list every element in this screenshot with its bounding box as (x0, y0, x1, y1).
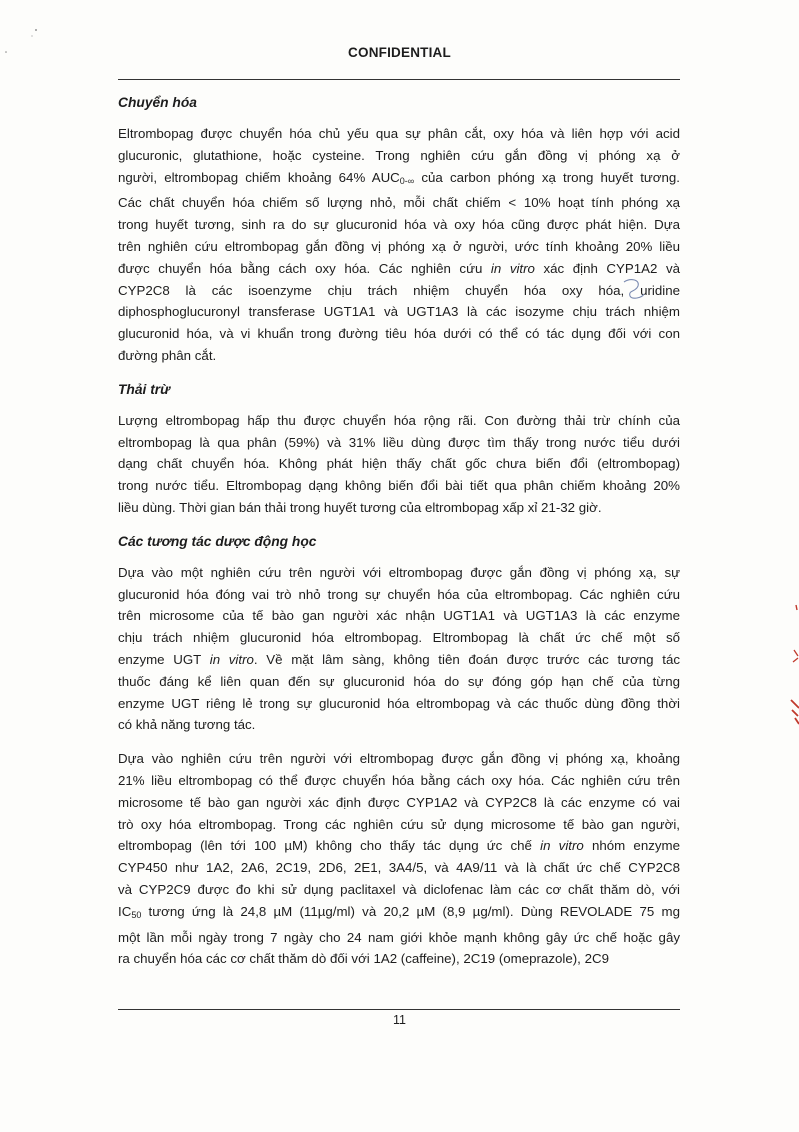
section-heading: Các tương tác dược động học (118, 533, 317, 549)
text-line: Các chất chuyển hóa chiếm số lượng nhỏ, mỗi chất chiếm < 10% hoạt tính phóng xạ (118, 195, 680, 211)
text-line: $IC_{50}$ tương ứng là 24,8 µM (11µg/ml) và 20,2 µM (8,9 µg/ml). Dùng REVOLADE 75 mg (118, 903, 680, 920)
handwritten-mark (620, 276, 648, 302)
text-line: diphosphoglucuronyl transferase UGT1A1 và UGT1A3 là các isozyme chịu trách nhiệm (118, 304, 680, 320)
text-line: CYP450 như 1A2, 2A6, 2C19, 2D6, 2E1, 3A4/5, và 4A9/11 và là chất ức chế CYP2C8 (118, 860, 680, 876)
paragraph (118, 748, 680, 970)
text-line: trên nghiên cứu eltrombopag gắn đồng vị phóng xạ ở người, ước tính khoảng 20% liều (118, 238, 680, 254)
text-line: ra chuyển hóa các cơ chất thăm dò đối với 1A2 (caffeine), 2C19 (omeprazole), 2C9 (118, 951, 609, 967)
text-line: microsome tế bào gan người xác định được CYP1A2 và CYP2C8 là các enzyme có vai (118, 794, 680, 810)
text-line: 21% liều eltrombopag có thể được chuyển hóa bằng cách oxy hóa. Các nghiên cứu trên (118, 772, 680, 788)
section-heading: Chuyển hóa (118, 95, 197, 110)
text-line: enzyme UGT riêng lẻ trong sự glucuronid hóa eltrombopag và các thuốc dùng đồng thời (118, 695, 680, 711)
text-line: đường phân cắt. (118, 347, 217, 363)
text-line: glucuronid hóa, và vi khuẩn trong đường tiêu hóa dưới có thể có tác dụng đối với con (118, 326, 680, 342)
text-line: được chuyển hóa bằng cách oxy hóa. Các nghiên cứu in vitro xác định CYP1A2 và (118, 260, 680, 276)
text-line: chịu trách nhiệm glucuronid hóa eltrombopag. Eltrombopag là chất ức chế một số (118, 630, 680, 646)
text-line: thuốc đáng kể liên quan đến sự glucuronid hóa do sự đóng góp hạn chế của từng (118, 673, 680, 689)
text-line: một lần mỗi ngày trong 7 ngày cho 24 nam giới khỏe mạnh không gây ức chế hoặc gây (118, 929, 680, 945)
text-line: trò oxy hóa eltrombopag. Trong các nghiên cứu sử dụng microsome tế bào gan người, (118, 816, 680, 832)
header-rule (118, 79, 680, 80)
paragraph (118, 123, 680, 367)
text-line: trong huyết tương, sinh ra do sự glucuronid hóa và oxy hóa cũng được phát hiện. Dựa (118, 217, 680, 233)
text-line: và CYP2C9 được đo khi sử dụng paclitaxel và diclofenac làm các cơ chất thăm dò, với (118, 881, 680, 897)
red-stamp-edge (782, 600, 799, 740)
text-line: Eltrombopag được chuyển hóa chủ yếu qua sự phân cắt, oxy hóa và liên hợp với acid (118, 126, 680, 141)
document-body (118, 92, 680, 982)
paragraph (118, 562, 680, 736)
text-line: liều dùng. Thời gian bán thải trong huyết tương của eltrombopag xấp xỉ 21-32 giờ. (118, 499, 602, 515)
text-line: glucuronid hóa đóng vai trò nhỏ trong sự chuyển hóa của eltrombopag. Các nghiên cứu (118, 586, 680, 602)
text-line: Lượng eltrombopag hấp thu được chuyển hóa rộng rãi. Con đường thải trừ chính của (118, 412, 680, 428)
text-line: enzyme UGT in vitro. Về mặt lâm sàng, không tiên đoán được trước các tương tác (118, 651, 680, 667)
text-line: Dựa vào nghiên cứu trên người với eltrombopag được gắn đồng vị phóng xạ, khoảng (118, 751, 680, 767)
text-line: eltrombopag là qua phân (59%) và 31% liều dùng được tìm thấy trong nước tiểu dưới (118, 434, 680, 450)
section-heading: Thải trừ (118, 381, 171, 397)
text-line: có khả năng tương tác. (118, 717, 256, 733)
page-number: 11 (393, 1013, 406, 1027)
confidential-header: CONFIDENTIAL (348, 45, 451, 60)
text-line: eltrombopag (lên tới 100 µM) không cho thấy tác dụng ức chế in vitro nhóm enzyme (118, 838, 680, 854)
text-line: người, eltrombopag chiếm khoảng 64% $AUC_{0-\infty}$ của carbon phóng xạ trong huyết tương. (118, 169, 680, 186)
text-line: trên microsome của tế bào gan người xác nhận UGT1A1 và UGT1A3 là các enzyme (118, 608, 680, 624)
text-line: trong nước tiểu. Eltrombopag dạng không biến đổi bài tiết qua phân chiếm khoảng 20% (118, 478, 680, 494)
paragraph (118, 410, 680, 519)
text-line: dạng chất chuyển hóa. Không phát hiện thấy chất gốc chưa biến đổi (eltrombopag) (118, 456, 680, 472)
text-line: CYP2C8 là các isoenzyme chịu trách nhiệm chuyển hóa oxy hóa, uridine (118, 282, 680, 298)
text-line: glucuronic, glutathione, hoặc cysteine. Trong nghiên cứu gắn đồng vị phóng xạ ở (118, 147, 680, 163)
text-line: Dựa vào một nghiên cứu trên người với eltrombopag được gắn đồng vị phóng xạ, sự (118, 564, 680, 580)
footer-rule (118, 1009, 680, 1010)
